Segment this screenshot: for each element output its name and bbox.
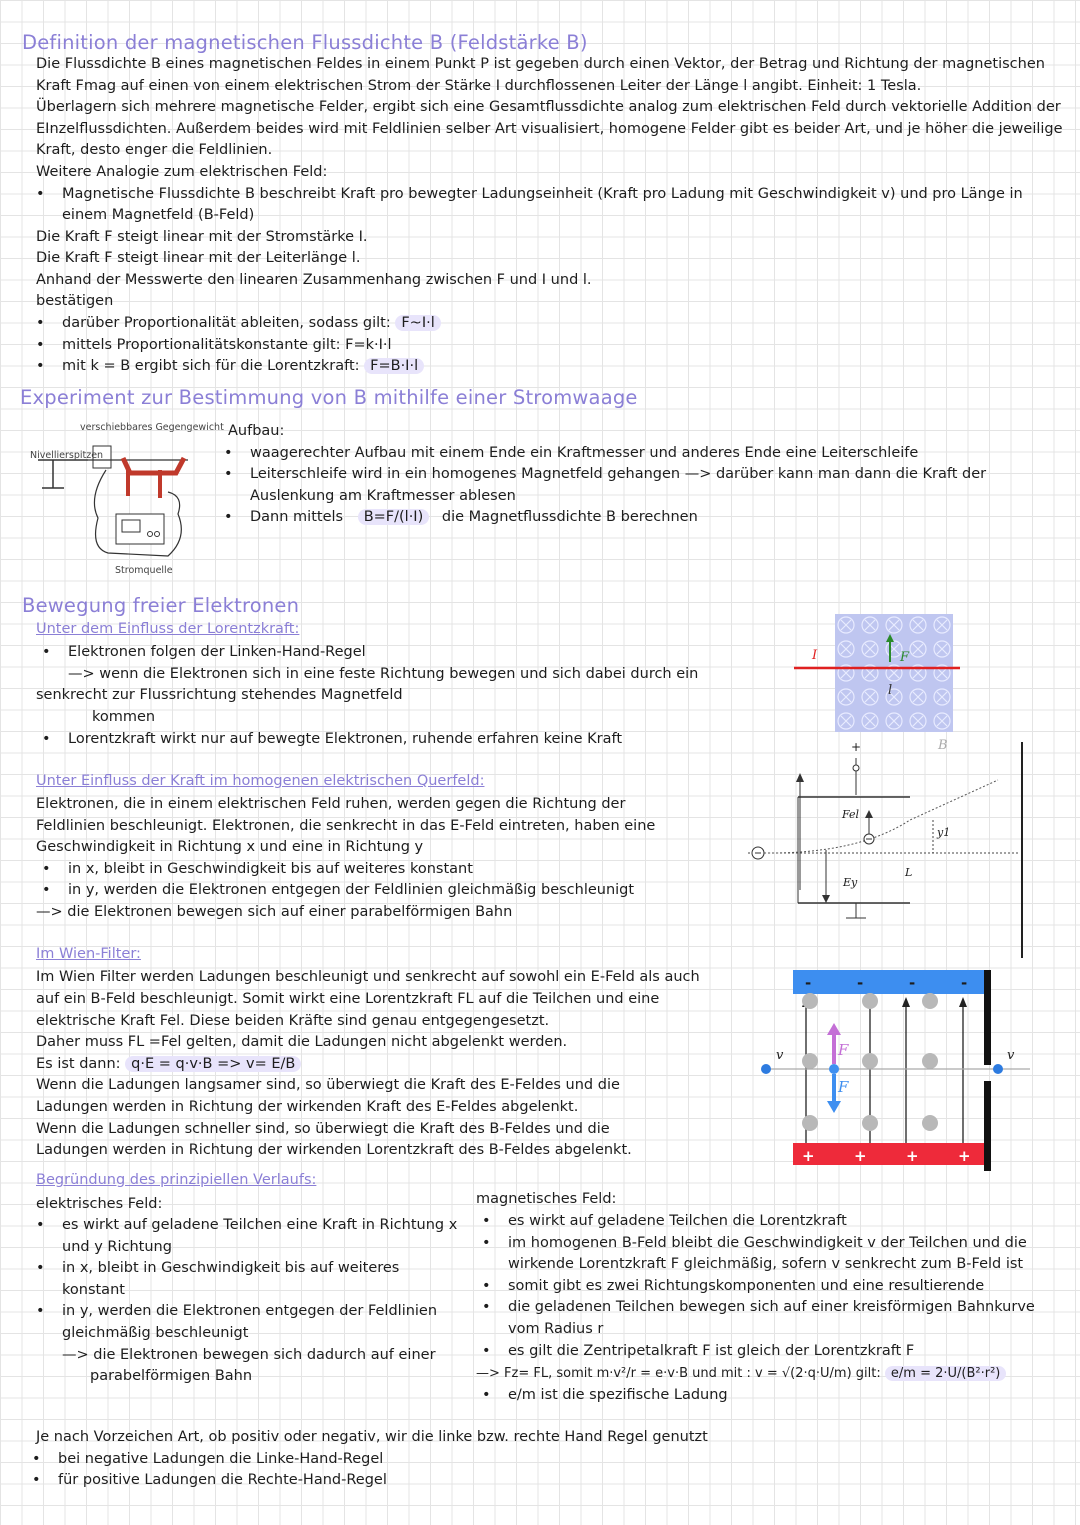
wien-plus-2: +: [854, 1147, 867, 1165]
b-field-out-marker: [802, 1115, 818, 1131]
bullet-item: • bei negative Ladungen die Linke-Hand-Regel: [58, 1449, 383, 1471]
e-field-arrowhead: [902, 997, 910, 1007]
bullet-item: • es wirkt auf geladene Teilchen die Lorentzkraft: [508, 1211, 847, 1233]
bullet-item: • e/m ist die spezifische Ladung: [508, 1385, 728, 1407]
wien-minus-1: -: [805, 974, 812, 992]
paragraph-line: Elektronen, die in einem elektrischen Feld ruhen, werden gegen die Richtung der: [36, 796, 626, 812]
bullet-item: [250, 507, 698, 529]
bullet-item: [62, 313, 441, 335]
wien-plus-3: +: [906, 1147, 919, 1165]
section-title-stromwaage: Experiment zur Bestimmung von B mithilfe einer Stromwaage: [20, 386, 638, 409]
paragraph-line: Wenn die Ladungen langsamer sind, so überwiegt die Kraft des E-Feldes und die: [36, 1077, 620, 1093]
mag-heading: magnetisches Feld:: [476, 1191, 617, 1207]
paragraph-line: kommen: [92, 709, 156, 725]
bullet-item: • Magnetische Flussdichte B beschreibt Kraft pro bewegter Ladungseinheit (Kraft pro Ladung mit Geschwindigkeit v) und pro Länge in: [62, 184, 1023, 206]
paragraph-line: Ladungen werden in Richtung der wirkenden Kraft des E-Feldes abgelenkt.: [36, 1099, 579, 1115]
paragraph-line: elektrische Kraft Fel. Diese beiden Kräfte sind genau entgegengesetzt.: [36, 1013, 550, 1029]
formula-b: B=F/(l·I): [358, 509, 430, 525]
paragraph-line: vom Radius r: [508, 1321, 604, 1337]
bullet-item: • Elektronen folgen der Linken-Hand-Regel: [68, 642, 366, 664]
label-field-B: B: [938, 738, 948, 753]
paragraph-line: Geschwindigkeit in Richtung x und eine in Richtung y: [36, 839, 424, 855]
label-length-l: l: [888, 683, 893, 698]
paragraph-line: [476, 1363, 1006, 1385]
b-field-out-marker: [922, 1053, 938, 1069]
transverse-field-figure: [728, 740, 1028, 960]
bullet-text: Dann mittels: [250, 509, 344, 525]
subheading-querfeld: Unter Einfluss der Kraft im homogenen elektrischen Querfeld:: [36, 773, 485, 789]
bullet-item: • somit gibt es zwei Richtungskomponenten und eine resultierende: [508, 1276, 984, 1298]
bullet-item: • in x, bleibt in Geschwindigkeit bis auf weiteres konstant: [68, 859, 473, 881]
b-field-out-marker: [862, 1053, 878, 1069]
e-field-arrowhead: [959, 997, 967, 1007]
wien-minus-2: -: [857, 974, 864, 992]
paragraph-line: Im Wien Filter werden Ladungen beschleunigt und senkrecht auf sowohl ein E-Feld als auch: [36, 969, 700, 985]
el-heading: elektrisches Feld:: [36, 1196, 163, 1212]
paragraph-line: Überlagern sich mehrere magnetische Felder, ergibt sich eine Gesamtflussdichte analog zum elektrischen Feld durch vektorielle Addition der: [36, 99, 1061, 115]
paragraph-line: und y Richtung: [62, 1239, 172, 1255]
paragraph-line: Weitere Analogie zum elektrischen Feld:: [36, 164, 328, 180]
bullet-item: • für positive Ladungen die Rechte-Hand-Regel: [58, 1470, 387, 1492]
bullet-item: • in x, bleibt in Geschwindigkeit bis auf weiteres: [62, 1258, 399, 1280]
wien-filter-figure: [758, 965, 1038, 1175]
paragraph-line: —> die Elektronen bewegen sich dadurch auf einer: [62, 1347, 436, 1363]
section-title-elektronen: Bewegung freier Elektronen: [22, 594, 300, 617]
text: Es ist dann:: [36, 1056, 121, 1072]
paragraph-line: Die Flussdichte B eines magnetischen Feldes in einem Punkt P ist gegeben durch einen Vektor, der Betrag und Richtung der magnetischen: [36, 56, 1045, 72]
paragraph-line: senkrecht zur Flussrichtung stehendes Magnetfeld: [36, 687, 403, 703]
paragraph-line: wirkende Lorentzkraft F gleichmäßig, sofern v senkrecht zum B-Feld ist: [508, 1256, 1024, 1272]
paragraph-line: auf ein B-Feld beschleunigt. Somit wirkt eine Lorentzkraft FL auf die Teilchen und eine: [36, 991, 660, 1007]
paragraph-line: Die Kraft F steigt linear mit der Stromstärke I.: [36, 229, 368, 245]
paragraph-line: einem Magnetfeld (B-Feld): [62, 207, 255, 223]
wien-label-v-right: v: [1007, 1048, 1015, 1063]
wien-plus-1: +: [802, 1147, 815, 1165]
paragraph-line: Feldlinien beschleunigt. Elektronen, die senkrecht in das E-Feld eintreten, haben eine: [36, 818, 656, 834]
label-leveling-tips: Nivellierspitzen: [30, 450, 104, 461]
bullet-item: • im homogenen B-Feld bleibt die Geschwindigkeit v der Teilchen und die: [508, 1233, 1027, 1255]
b-field-out-marker: [922, 993, 938, 1009]
bullet-item: • die geladenen Teilchen bewegen sich auf einer kreisförmigen Bahnkurve: [508, 1297, 1035, 1319]
label-force-Fel: Fel: [842, 808, 860, 821]
bullet-text: mit k = B ergibt sich für die Lorentzkraft:: [62, 358, 360, 374]
bullet-item: • in y, werden die Elektronen entgegen der Feldlinien gleichmäßig beschleunigt: [68, 880, 634, 902]
paragraph-line: EInzelflussdichten. Außerdem beides wird mit Feldlinien selber Art visualisiert, homogene Felder gibt es beider Art, und je höher die jeweilige: [36, 121, 1063, 137]
section-title-flussdichte: Definition der magnetischen Flussdichte B (Feldstärke B): [22, 31, 588, 54]
subheading-wien: Im Wien-Filter:: [36, 946, 141, 962]
wien-label-F-up: F: [838, 1041, 849, 1059]
aufbau-heading: Aufbau:: [228, 423, 285, 439]
paragraph-line: Kraft Fmag auf einen von einem elektrischen Strom der Stärke I durchflossenen Leiter der Länge l angibt. Einheit: 1 Tesla.: [36, 78, 922, 94]
wien-label-F-down: F: [838, 1078, 849, 1096]
current-balance-figure: [28, 418, 218, 578]
lorentz-force-figure: [790, 612, 960, 757]
label-force-F: F: [900, 650, 910, 665]
label-length-L: L: [905, 866, 913, 879]
b-field-out-marker: [922, 1115, 938, 1131]
bullet-text: darüber Proportionalität ableiten, sodass gilt:: [62, 315, 391, 331]
bullet-text: die Magnetflussdichte B berechnen: [441, 509, 698, 525]
wien-label-v-left: v: [776, 1048, 784, 1063]
label-plus-terminal: +: [851, 740, 862, 754]
wien-plus-4: +: [958, 1147, 971, 1165]
bullet-item: • es wirkt auf geladene Teilchen eine Kraft in Richtung x: [62, 1215, 457, 1237]
paragraph-line: konstant: [62, 1282, 125, 1298]
bullet-item: • in y, werden die Elektronen entgegen der Feldlinien: [62, 1301, 437, 1323]
wien-minus-4: -: [961, 974, 968, 992]
paragraph-line: gleichmäßig beschleunigt: [62, 1325, 249, 1341]
paragraph-line: Ladungen werden in Richtung der wirkenden Lorentzkraft des B-Feldes abgelenkt.: [36, 1142, 632, 1158]
subheading-lorentz: Unter dem Einfluss der Lorentzkraft:: [36, 621, 300, 637]
bullet-item: • es gilt die Zentripetalkraft F ist gleich der Lorentzkraft F: [508, 1341, 914, 1363]
bullet-item: • mittels Proportionalitätskonstante gilt: F=k·I·l: [62, 335, 392, 357]
b-field-out-marker: [862, 993, 878, 1009]
label-power-source: Stromquelle: [115, 565, 173, 576]
bullet-item: • Lorentzkraft wirkt nur auf bewegte Elektronen, ruhende erfahren keine Kraft: [68, 729, 622, 751]
paragraph-line: Je nach Vorzeichen Art, ob positiv oder negativ, wir die linke bzw. rechte Hand Regel genutzt: [36, 1429, 708, 1445]
paragraph-line: Die Kraft F steigt linear mit der Leiterlänge l.: [36, 250, 361, 266]
label-counterweight: verschiebbares Gegengewicht: [80, 422, 224, 433]
label-current-I: I: [812, 648, 818, 663]
paragraph-line: Kraft, desto enger die Feldlinien.: [36, 142, 273, 158]
paragraph-line: Anhand der Messwerte den linearen Zusammenhang zwischen F und I und l.: [36, 272, 592, 288]
text: —> Fz= FL, somit m·v²/r = e·v·B und mit : v = √(2·q·U/m) gilt:: [476, 1366, 881, 1381]
bullet-item: • Leiterschleife wird in ein homogenes Magnetfeld gehangen —> darüber kann man dann die Kraft der: [250, 464, 986, 486]
paragraph-line: Auslenkung am Kraftmesser ablesen: [250, 488, 516, 504]
label-field-Ey: Ey: [843, 876, 858, 889]
formula-proportional: F~I·l: [395, 315, 440, 331]
paragraph-line: parabelförmigen Bahn: [90, 1368, 253, 1384]
b-field-out-marker: [802, 1053, 818, 1069]
paragraph-line: [36, 1054, 301, 1076]
b-field-out-marker: [862, 1115, 878, 1131]
current-balance-drawing: [28, 418, 218, 578]
subheading-begruendung: Begründung des prinzipiellen Verlaufs:: [36, 1172, 317, 1188]
bullet-item: • waagerechter Aufbau mit einem Ende ein Kraftmesser und anderes Ende eine Leiterschleife: [250, 443, 918, 465]
paragraph-line: —> die Elektronen bewegen sich auf einer parabelförmigen Bahn: [36, 904, 513, 920]
formula-specific-charge: e/m = 2·U/(B²·r²): [885, 1366, 1006, 1381]
label-deflection-y1: y1: [937, 826, 951, 839]
formula-wien: q·E = q·v·B => v= E/B: [125, 1056, 301, 1072]
paragraph-line: —> wenn die Elektronen sich in eine feste Richtung bewegen und sich dabei durch ein: [68, 666, 699, 682]
paragraph-line: bestätigen: [36, 293, 114, 309]
formula-lorentz: F=B·I·l: [364, 358, 424, 374]
bullet-item: [62, 356, 424, 378]
paragraph-line: Daher muss FL =Fel gelten, damit die Ladungen nicht abgelenkt werden.: [36, 1034, 568, 1050]
b-field-out-marker: [802, 993, 818, 1009]
paragraph-line: Wenn die Ladungen schneller sind, so überwiegt die Kraft des B-Feldes und die: [36, 1121, 610, 1137]
wien-minus-3: -: [909, 974, 916, 992]
